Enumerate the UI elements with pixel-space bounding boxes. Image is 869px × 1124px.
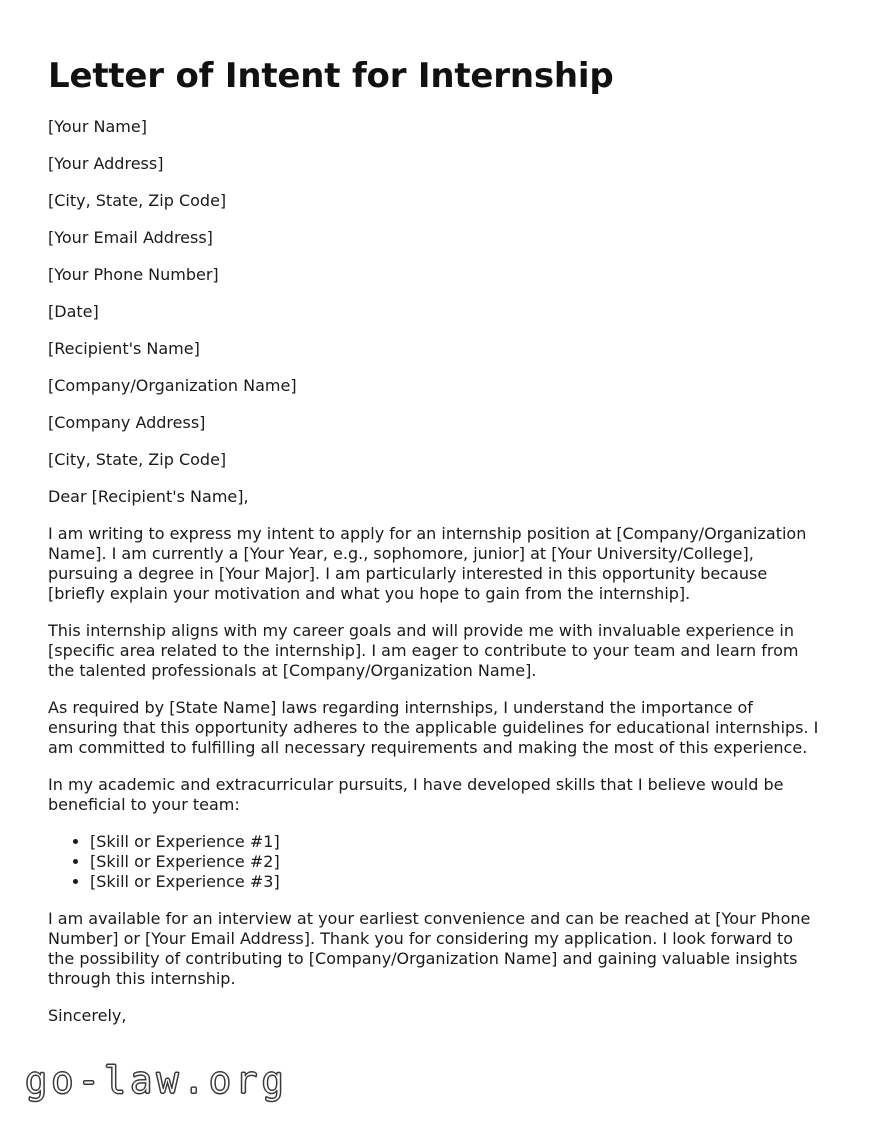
list-item: • [Skill or Experience #1] bbox=[90, 832, 820, 852]
list-item: • [Skill or Experience #3] bbox=[90, 872, 820, 892]
paragraph-availability: I am available for an interview at your earliest convenience and can be reached at [Your Phone Number] or [Your Email Address]. Thank you for considering my application. I look forward to the possibility of contributing to [Company/Organization Name] and gaining valuable insights through this internship. bbox=[48, 909, 811, 989]
recipient-name: [Recipient's Name] bbox=[48, 339, 200, 359]
paragraph-intent: I am writing to express my intent to apply for an internship position at [Company/Organization Name]. I am currently a [Your Year, e.g., sophomore, junior] at [Your University/College], pursuing a degree in [Your Major]. I am particularly interested in this opportunity because [briefly explain your motivation and what you hope to gain from the internship]. bbox=[48, 524, 807, 604]
paragraph-skills-intro: In my academic and extracurricular pursuits, I have developed skills that I believe would be beneficial to your team: bbox=[48, 775, 784, 815]
sender-phone: [Your Phone Number] bbox=[48, 265, 219, 285]
letter-date: [Date] bbox=[48, 302, 99, 322]
sender-address-block bbox=[48, 117, 820, 322]
sender-city-state-zip: [City, State, Zip Code] bbox=[48, 191, 227, 211]
letter-body bbox=[48, 0, 820, 1026]
recipient-city-state-zip: [City, State, Zip Code] bbox=[48, 450, 227, 470]
list-item: • [Skill or Experience #2] bbox=[90, 852, 820, 872]
sender-name: [Your Name] bbox=[48, 117, 147, 137]
paragraph-state-compliance: As required by [State Name] laws regarding internships, I understand the importance of ensuring that this opportunity adheres to the applicable guidelines for educational internships. I am committed to fulfilling all necessary requirements and making the most of this experience. bbox=[48, 698, 819, 758]
page-title: Letter of Intent for Internship bbox=[48, 56, 614, 96]
skills-list bbox=[48, 832, 820, 892]
salutation: Dear [Recipient's Name], bbox=[48, 487, 249, 507]
closing-signature: Sincerely, bbox=[48, 1006, 127, 1026]
recipient-company: [Company/Organization Name] bbox=[48, 376, 297, 396]
recipient-address-block bbox=[48, 339, 820, 470]
sender-street: [Your Address] bbox=[48, 154, 164, 174]
sender-email: [Your Email Address] bbox=[48, 228, 213, 248]
site-watermark: go-law.org bbox=[25, 1059, 288, 1102]
recipient-street: [Company Address] bbox=[48, 413, 206, 433]
paragraph-career-goals: This internship aligns with my career goals and will provide me with invaluable experience in [specific area related to the internship]. I am eager to contribute to your team and learn from the talented professionals at [Company/Organization Name]. bbox=[48, 621, 799, 681]
